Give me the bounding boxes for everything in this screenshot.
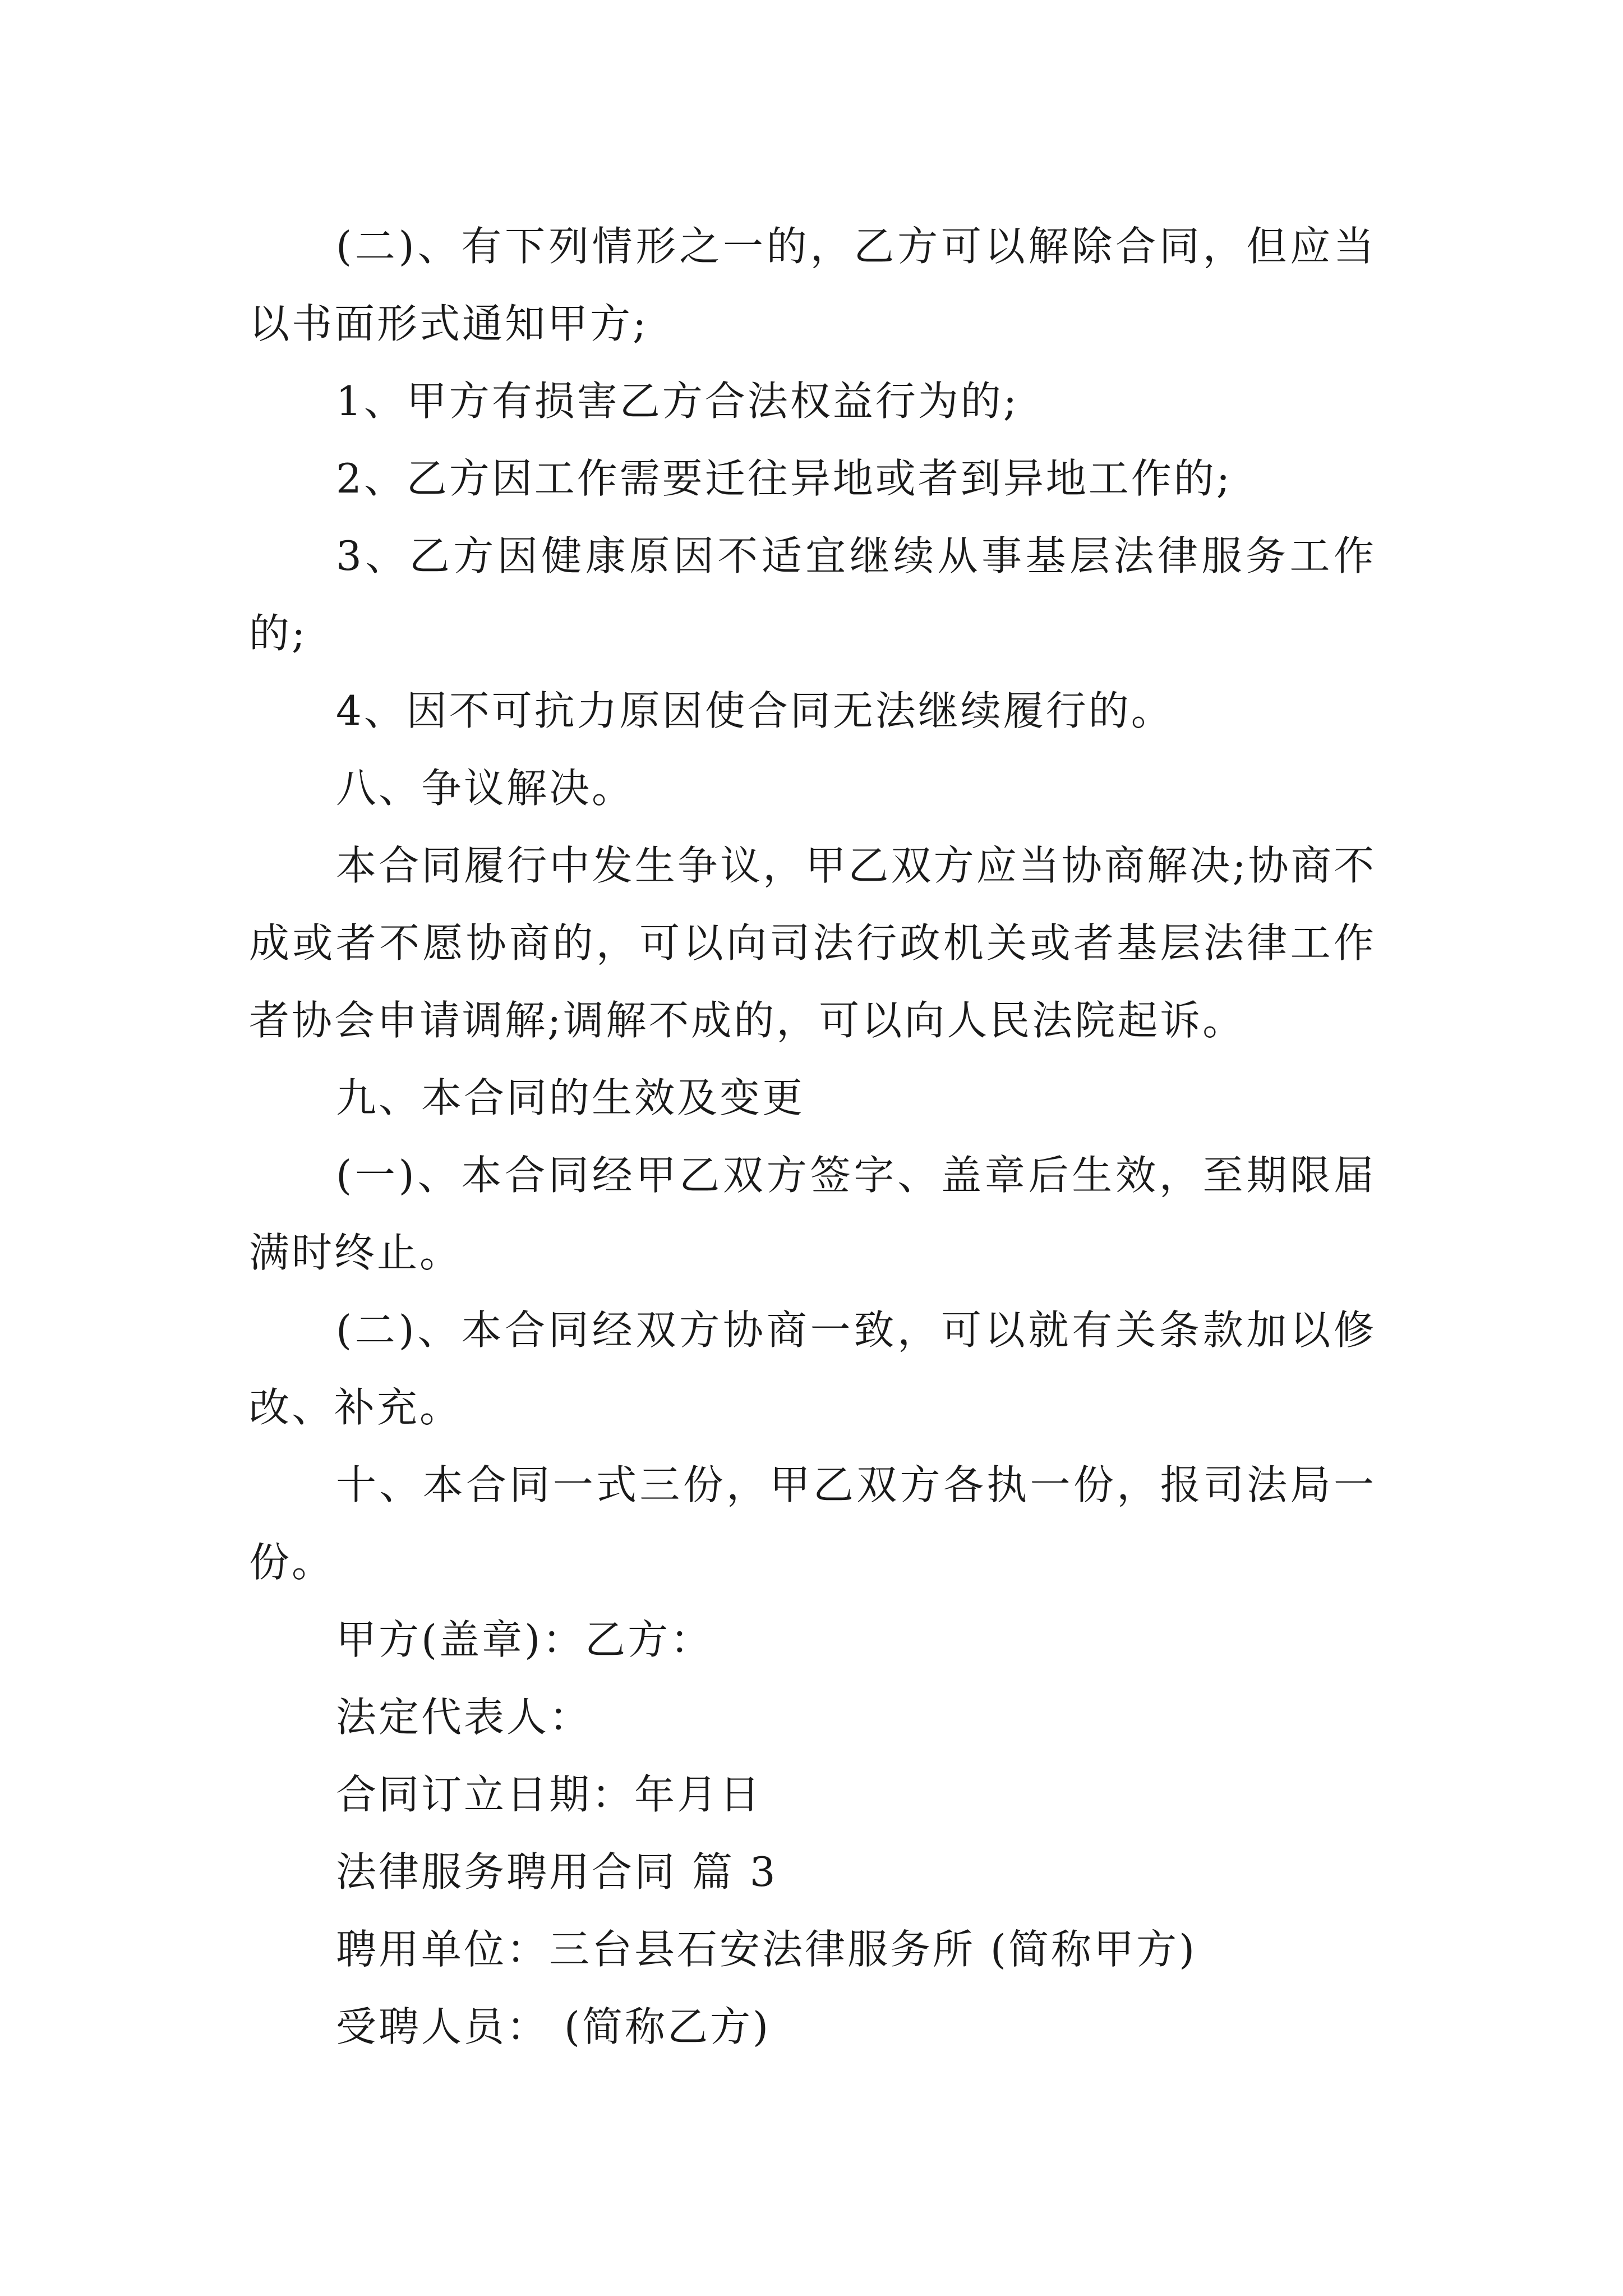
paragraph-clause-2: 2、乙方因工作需要迁往异地或者到异地工作的; — [336, 455, 1233, 502]
paragraph-clause-4: 4、因不可抗力原因使合同无法继续履行的。 — [336, 687, 1174, 734]
employer-line: 聘用单位：三台县石安法律服务所 (简称甲方) — [336, 1926, 1197, 1973]
paragraph-termination-by-party-b: (二)、有下列情形之一的，乙方可以解除合同，但应当以书面形式通知甲方; — [249, 223, 1376, 347]
paragraph-clause-1: 1、甲方有损害乙方合法权益行为的; — [336, 378, 1020, 425]
contract-title-part-3: 法律服务聘用合同 篇 3 — [336, 1848, 778, 1895]
section-heading-effect: 九、本合同的生效及变更 — [336, 1074, 805, 1121]
signature-line-date: 合同订立日期：年月日 — [336, 1771, 763, 1818]
section-heading-dispute: 八、争议解决。 — [336, 765, 635, 812]
signature-line-representative: 法定代表人： — [336, 1694, 592, 1741]
signature-line-parties: 甲方(盖章)：乙方： — [336, 1616, 713, 1663]
paragraph-clause-3: 3、乙方因健康原因不适宜继续从事基层法律服务工作的; — [249, 532, 1376, 657]
paragraph-effect-2: (二)、本合同经双方协商一致，可以就有关条款加以修改、补充。 — [249, 1306, 1376, 1431]
paragraph-dispute-resolution: 本合同履行中发生争议，甲乙双方应当协商解决;协商不成或者不愿协商的，可以向司法行政机关或者基层法律工作者协会申请调解;调解不成的，可以向人民法院起诉。 — [249, 842, 1376, 1044]
employee-line: 受聘人员： (简称乙方) — [336, 2003, 771, 2050]
document-page — [249, 208, 1376, 2065]
paragraph-copies: 十、本合同一式三份，甲乙双方各执一份，报司法局一份。 — [249, 1461, 1376, 1586]
paragraph-effect-1: (一)、本合同经甲乙双方签字、盖章后生效，至期限届满时终止。 — [249, 1152, 1376, 1276]
